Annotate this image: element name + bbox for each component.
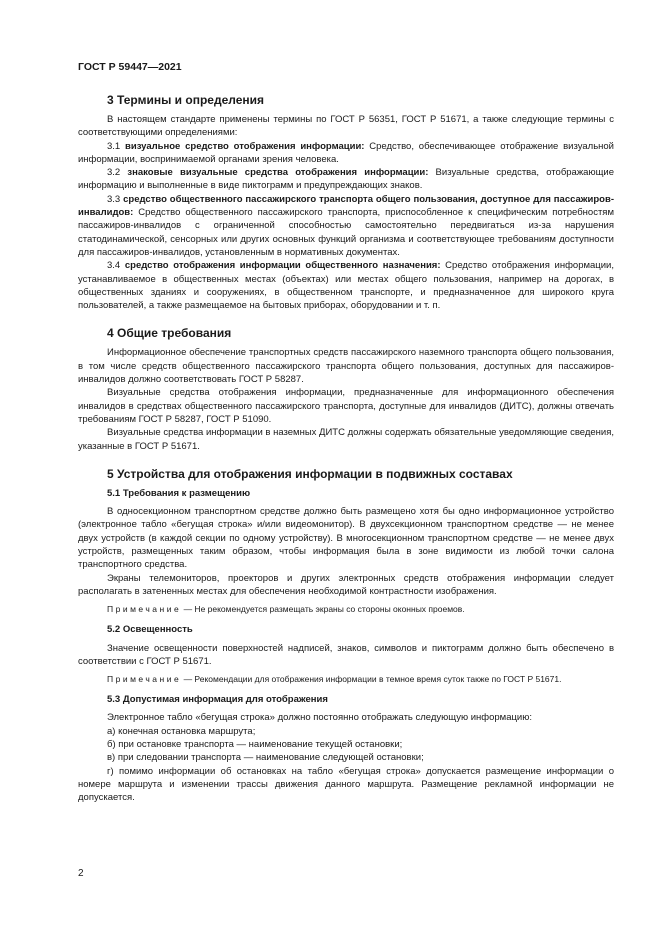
section-3-title: 3 Термины и определения	[107, 93, 265, 107]
section-4-paragraph-3: Визуальные средства информации в наземных ДИТС должны содержать обязательные уведомляющие сведения, указанные в ГОСТ Р 51671.	[78, 427, 614, 452]
term-3-2-number: 3.2	[107, 167, 128, 179]
document-code: ГОСТ Р 59447—2021	[78, 61, 182, 73]
section-4-paragraph-2: Визуальные средства отображения информации, предназначенные для информационного обеспечения инвалидов в средствах общественного пассажирского транспорта, доступные для инвалидов (ДИТС), должны отвечать требованиям ГОСТ Р 58287, ГОСТ Р 51090.	[78, 387, 614, 425]
term-3-4-term: средство отображения информации общественного назначения:	[124, 260, 441, 272]
subsection-5-2-note	[78, 673, 614, 685]
page-number: 2	[78, 868, 84, 879]
term-3-3-term: средство общественного пассажирского транспорта общего пользования, доступное для пассажиров-инвалидов:	[78, 193, 614, 219]
note-label: Примечание	[107, 674, 182, 685]
subsection-5-2-paragraph-1: Значение освещенности поверхностей надписей, знаков, символов и пиктограмм должно быть обеспечено в соответствии с ГОСТ Р 51671.	[78, 642, 614, 667]
list-item-b: б) при остановке транспорта — наименование текущей остановки;	[107, 738, 403, 750]
subsection-5-1-paragraph-1: В односекционном транспортном средстве должно быть размещено хотя бы одно информационное устройство (электронное табло «бегущая строка» и/или видеомонитор). В двухсекционном транспортном средстве — не менее двух устройств (в каждой секции по одному устройству). В многосекционном транспортном средстве — не менее двух устройств, размещенных таким образом, чтобы информация была в зоне видимости из любой точки салона транспортного средства.	[78, 506, 614, 571]
section-4-paragraph-1: Информационное обеспечение транспортных средств пассажирского наземного транспорта общего пользования, в том числе средств общественного пассажирского транспорта общего пользования, доступных для пассажиров-инвалидов должно соответствовать ГОСТ Р 58287.	[78, 347, 614, 386]
term-3-1-number: 3.1	[107, 140, 126, 152]
section-3-intro: В настоящем стандарте применены термины по ГОСТ Р 56351, ГОСТ Р 51671, а также следующие термины с соответствующими определениями:	[78, 114, 614, 139]
note-label: Примечание	[107, 604, 182, 615]
term-3-2-term: знаковые визуальные средства отображения информации:	[127, 167, 429, 179]
term-3-3-definition: Средство общественного пассажирского транспорта, приспособленное к специфическим потребностям пассажиров-инвалидов с ограниченной способностью самостоятельно передвигаться из-за нарушения статодинамической, сенсорных или других основных функций организма и соответствующее требованиям доступности для пассажиров-инвалидов, установленным в нормативных документах.	[78, 207, 614, 258]
term-3-4	[78, 259, 614, 312]
term-3-1-term: визуальное средство отображения информации:	[125, 140, 365, 152]
term-3-3	[78, 193, 614, 259]
term-3-1	[78, 140, 614, 167]
subsection-5-2-title: 5.2 Освещенность	[107, 624, 193, 636]
term-3-2	[78, 166, 614, 193]
term-3-3-number: 3.3	[107, 193, 124, 205]
list-item-d: г) помимо информации об остановках на табло «бегущая строка» допускается размещение информации о номере маршрута и изменении трассы движения данного маршрута. Размещение рекламной информации не допускается.	[78, 765, 614, 804]
section-5-title: 5 Устройства для отображения информации в подвижных составах	[107, 466, 513, 481]
list-item-c: в) при следовании транспорта — наименование следующей остановки;	[107, 752, 424, 764]
subsection-5-1-note	[78, 603, 614, 615]
subsection-5-3-paragraph-1: Электронное табло «бегущая строка» должно постоянно отображать следующую информацию:	[107, 712, 532, 724]
document-body	[78, 92, 614, 804]
subsection-5-1-paragraph-2: Экраны телемониторов, проекторов и других электронных средств отображения информации следует располагать в затененных местах для обеспечения необходимой контрастности изображения.	[78, 572, 614, 597]
section-4-title: 4 Общие требования	[107, 326, 232, 341]
note-text: — Рекомендации для отображения информации в темное время суток также по ГОСТ Р 51671.	[181, 674, 562, 685]
subsection-5-1-title: 5.1 Требования к размещению	[107, 487, 251, 499]
subsection-5-3-title: 5.3 Допустимая информация для отображения	[107, 694, 328, 706]
list-item-a: а) конечная остановка маршрута;	[107, 725, 256, 737]
note-text: — Не рекомендуется размещать экраны со стороны оконных проемов.	[181, 604, 465, 615]
term-3-2-definition: Визуальные средства, отображающие информацию и выполненные в виде пиктограмм и предупреждающих знаков.	[78, 167, 614, 192]
term-3-1-definition: Средство, обеспечивающее отображение визуальной информации, воспринимаемой органами зрения человека.	[78, 140, 614, 165]
term-3-4-definition: Средство отображения информации, устанавливаемое в общественных местах (объектах) или местах общего пользования, например на дорогах, в общественных зданиях и сооружениях, в общественном транспорте, и предназначенное для широкого круга пользователей, а также размещаемое на бытовых приборах, оборудовании и т. п.	[78, 260, 614, 312]
term-3-4-number: 3.4	[107, 260, 125, 272]
